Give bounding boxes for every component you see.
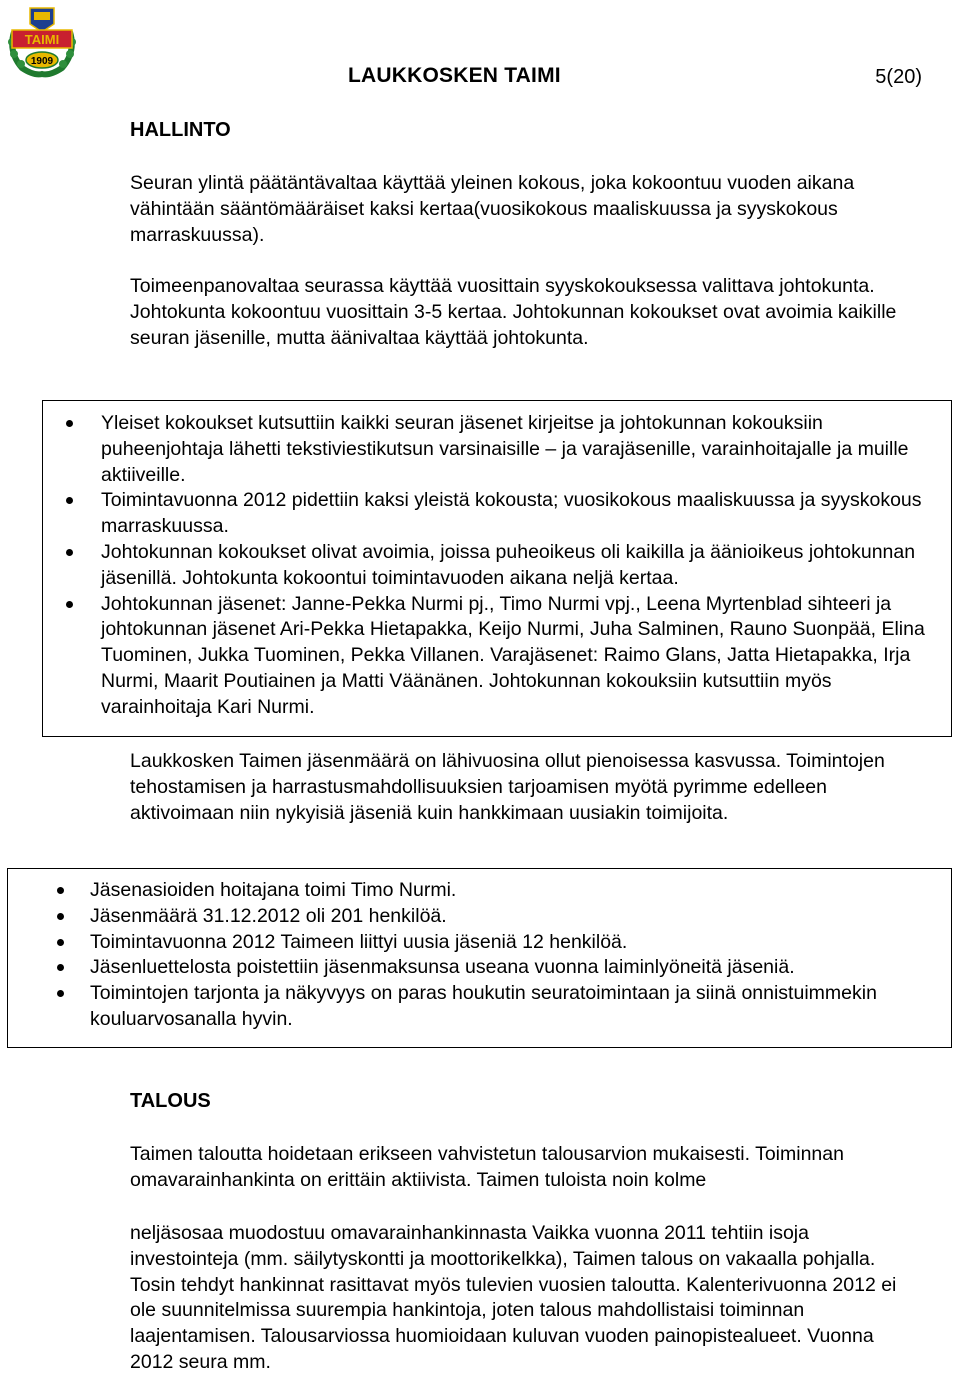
paragraph-text: Laukkosken Taimen jäsenmäärä on lähivuosina ollut pienoisessa kasvussa. Toimintojen tehostamisen ja harrastusmahdollisuuksien tarjoamisen myötä pyrimme edelleen aktivoimaan niin nykyisiä jäseniä kuin hankkimaan uusiakin toimijoita. [130,750,885,824]
bullet-icon [66,497,73,504]
bullet-icon [57,939,64,946]
list-item [101,411,941,488]
bullet-icon [66,549,73,556]
club-logo [4,2,80,78]
list-item-text: Johtokunnan kokoukset olivat avoimia, joissa puheoikeus oli kaikilla ja äänioikeus johtokunnan jäsenillä. Johtokunta kokoontui toimintavuoden aikana neljä kertaa. [101,540,916,589]
bullet-icon [57,990,64,997]
paragraph-text: neljäsosaa muodostuu omavarainhankinnasta Vaikka vuonna 2011 tehtiin isoja investointeja (mm. säilytyskontti ja moottorikelkka), Taimen talous on vakaalla pohjalla. Tosin tehdyt hankinnat rasittavat myös tulevien vuosien taloutta. Kalenterivuonna 2012 ei ole suunnitelmissa suurempia hankintoja, joten talous mahdollistaisi toiminnan laajentamisen. Talousarviossa huomioidaan kuluvan vuoden painopistealueet. Vuonna 2012 seura mm. [130,1222,897,1373]
logo-text: TAIMI [24,32,60,47]
list-item [90,981,940,1033]
list-item [101,540,941,592]
bullet-icon [57,964,64,971]
list-item-text: Toimintavuonna 2012 pidettiin kaksi yleistä kokousta; vuosikokous maaliskuussa ja syyskokous marraskuussa. [101,489,922,538]
hallinto-paragraph-2 [130,274,920,351]
page-number: 5(20) [875,66,922,88]
list-item [101,488,941,540]
bullet-list [101,411,941,721]
bullet-icon [57,887,64,894]
talous-paragraph-2 [130,1221,920,1376]
list-item-text: Jäsenluettelosta poistettiin jäsenmaksunsa useana vuonna laiminlyöneitä jäseniä. [90,956,795,979]
section-heading-talous: TALOUS [130,1090,211,1112]
paragraph-text: Toimeenpanovaltaa seurassa käyttää vuosittain syyskokouksessa valittava johtokunta. Johtokunta kokoontuu vuosittain 3-5 kertaa. Johtokunnan kokoukset ovat avoimia kaikille seuran jäsenille, mutta äänivaltaa käyttää johtokunta. [130,275,897,349]
logo-year: 1909 [30,56,54,67]
list-item-text: Jäsenmäärä 31.12.2012 oli 201 henkilöä. [90,904,447,927]
list-item-text: Toimintojen tarjonta ja näkyvyys on paras houkutin seuratoimintaan ja siinä onnistuimmekin kouluarvosanalla hyvin. [90,982,877,1030]
list-item [101,592,941,721]
bullet-icon [66,420,73,427]
list-item [90,878,940,904]
list-item-text: Jäsenasioiden hoitajana toimi Timo Nurmi. [90,879,457,901]
list-item [90,930,940,956]
list-item [90,904,940,930]
talous-paragraph-1 [130,1142,920,1194]
list-item-text: Toimintavuonna 2012 Taimeen liittyi uusia jäseniä 12 henkilöä. [90,930,628,953]
jasenet-summary-box [7,868,952,1048]
jasenet-paragraph [130,749,920,826]
paragraph-text: Seuran ylintä päätäntävaltaa käyttää yleinen kokous, joka kokoontuu vuoden aikana vähintään sääntömääräiset kaksi kertaa(vuosikokous maaliskuussa ja syyskokous marraskuussa). [130,172,855,246]
document-title: LAUKKOSKEN TAIMI [348,64,561,87]
hallinto-summary-box [42,400,952,737]
bullet-icon [66,601,73,608]
hallinto-paragraph-1 [130,171,920,248]
list-item-text: Yleiset kokoukset kutsuttiin kaikki seuran jäsenet kirjeitse ja johtokunnan kokouksiin puheenjohtaja lähetti tekstiviestikutsun varsinaisille – ja varajäsenille, varainhoitajalle ja muille aktiiveille. [101,412,909,486]
section-heading-hallinto: HALLINTO [130,119,231,141]
list-item [90,955,940,981]
bullet-list [90,878,940,1033]
list-item-text: Johtokunnan jäsenet: Janne-Pekka Nurmi pj., Timo Nurmi vpj., Leena Myrtenblad sihteeri ja johtokunnan jäsenet Ari-Pekka Hietapakka, Keijo Nurmi, Juha Salminen, Rauno Suonpää, Elina Tuominen, Jukka Tuominen, Pekka Villanen. Varajäsenet: Raimo Glans, Jatta Hietapakka, Irja Nurmi, Maarit Poutiainen ja Matti Väänänen. Johtokunnan kokouksiin kutsuttiin myös varainhoitaja Kari Nurmi. [101,592,925,718]
paragraph-text: Taimen taloutta hoidetaan erikseen vahvistetun talousarvion mukaisesti. Toiminnan omavarainhankinta on erittäin aktiivista. Taimen tuloista noin kolme [130,1143,844,1191]
bullet-icon [57,913,64,920]
